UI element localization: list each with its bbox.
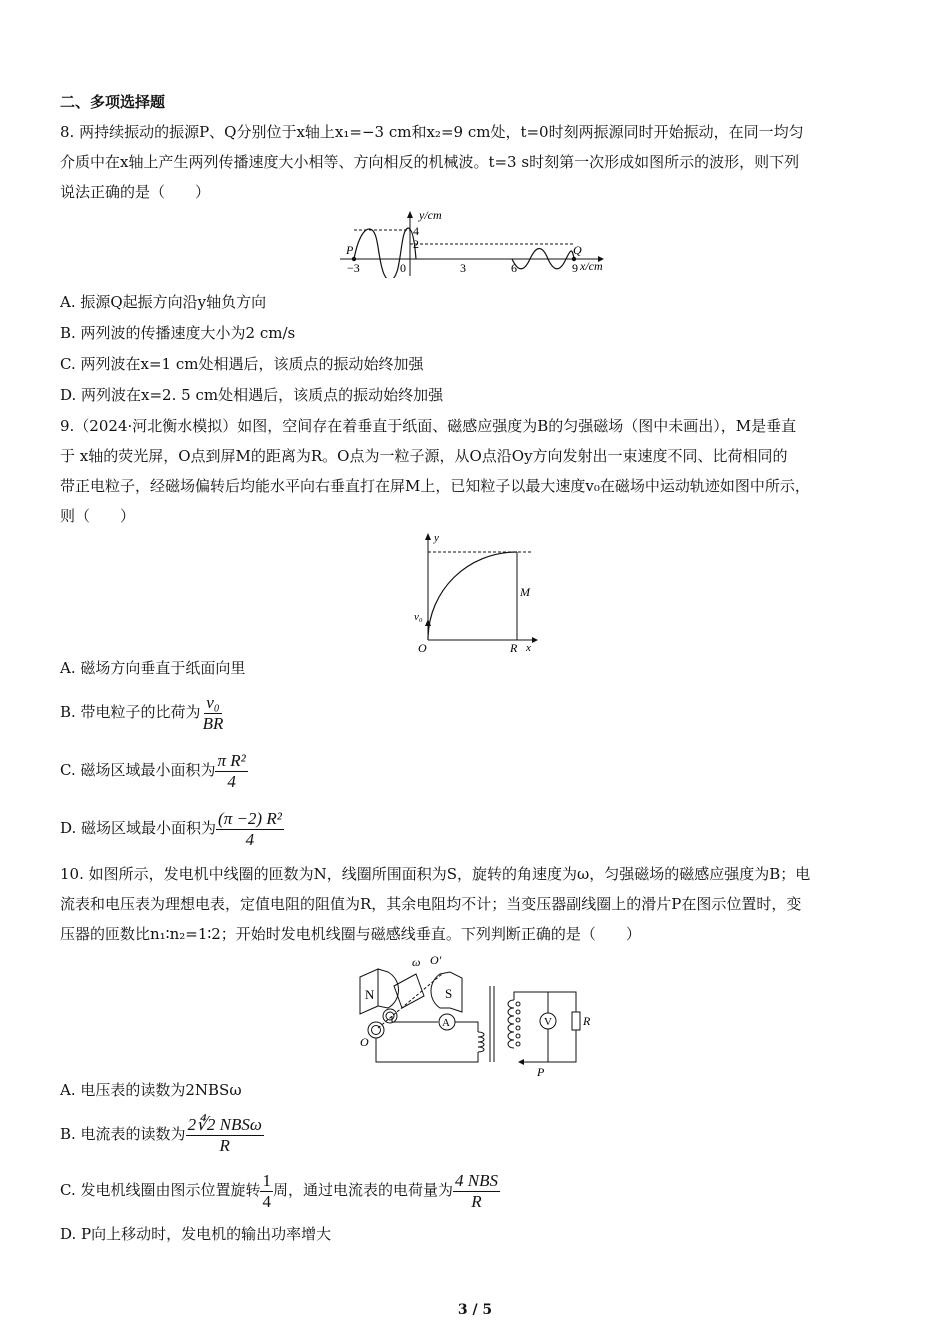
- q8-option-c: C. 两列波在x=1 cm处相遇后，该质点的振动始终加强: [60, 355, 424, 373]
- q10-option-b-fraction: [186, 1115, 264, 1156]
- q9-option-d-denominator: 4: [245, 829, 255, 849]
- q10-label-oprime: O′: [430, 953, 442, 967]
- q9-option-d: [60, 808, 284, 850]
- q9-label-r: R: [510, 641, 518, 655]
- q9-option-b-numerator: v₀: [206, 692, 220, 712]
- q10-stem-line3: 压器的匝数比n₁∶n₂=1∶2；开始时发电机线圈与磁感线垂直。下列判断正确的是（ ）: [60, 925, 641, 943]
- q8-y-tick-2: 2: [413, 237, 419, 251]
- q8-x-tick-0: 0: [400, 261, 406, 275]
- q9-label-o: O: [418, 641, 427, 655]
- q8-x-tick-6: 6: [511, 261, 517, 275]
- page-number: 3 / 5: [457, 1302, 493, 1318]
- q8-wave-figure: [336, 206, 626, 278]
- q10-option-c-fraction1-numerator: 1: [262, 1170, 271, 1190]
- q9-option-b-text: B. 带电粒子的比荷为: [60, 703, 201, 721]
- q9-option-d-text: D. 磁场区域最小面积为: [60, 819, 217, 837]
- q8-option-a: A. 振源Q起振方向沿y轴负方向: [60, 293, 267, 311]
- q10-option-c-text1: C. 发电机线圈由图示位置旋转: [60, 1181, 261, 1199]
- q10-label-p: P: [537, 1065, 545, 1079]
- q9-option-c-denominator: 4: [227, 771, 236, 791]
- q10-option-d: D. P向上移动时，发电机的输出功率增大: [60, 1225, 332, 1243]
- q10-option-c-fraction1: [260, 1171, 273, 1212]
- q10-label-omega: ω: [412, 955, 421, 969]
- q8-stem-line1: 8. 两持续振动的振源P、Q分别位于x轴上x₁=−3 cm和x₂=9 cm处，t=0时刻两振源同时开始振动，在同一均匀: [60, 123, 804, 141]
- q9-trajectory-figure: [408, 530, 540, 658]
- q8-x-tick-3: 3: [460, 261, 466, 275]
- q9-option-c-numerator: π R²: [217, 750, 246, 770]
- q9-option-d-fraction: [216, 809, 284, 850]
- q9-option-d-numerator: (π −2) R²: [218, 808, 282, 828]
- q9-option-b-denominator: BR: [202, 713, 224, 733]
- q9-option-b: [60, 692, 225, 734]
- q9-option-c-fraction: [215, 751, 247, 792]
- q9-label-v0: v₀: [414, 611, 423, 623]
- q9-stem-line1: 9.（2024·河北衡水模拟）如图，空间存在着垂直于纸面、磁感应强度为B的匀强磁场（图中未画出），M是垂直: [60, 417, 797, 435]
- q10-label-s: S: [445, 986, 453, 1001]
- q10-option-c-text2: 周，通过电流表的电荷量为: [272, 1181, 453, 1199]
- q10-stem-line1: 10. 如图所示，发电机中线圈的匝数为N，线圈所围面积为S，旋转的角速度为ω，匀强磁场的磁感应强度为B；电: [60, 865, 811, 883]
- q8-option-b: B. 两列波的传播速度大小为2 cm/s: [60, 324, 296, 342]
- q8-stem-line2: 介质中在x轴上产生两列传播速度大小相等、方向相反的机械波。t=3 s时刻第一次形成如图所示的波形，则下列: [60, 153, 800, 171]
- q9-option-c: [60, 750, 248, 792]
- q8-x-tick-m3: −3: [347, 261, 360, 275]
- q9-label-x: x: [526, 642, 531, 654]
- q10-option-c-fraction2: [453, 1171, 500, 1212]
- q8-option-d: D. 两列波在x=2. 5 cm处相遇后，该质点的振动始终加强: [60, 386, 444, 404]
- q9-option-a: A. 磁场方向垂直于纸面向里: [60, 659, 246, 677]
- q8-x-label: x/cm: [580, 259, 603, 273]
- q9-label-m: M: [520, 585, 530, 599]
- q10-option-c-fraction1-denominator: 4: [262, 1191, 271, 1211]
- q10-option-c-fraction2-numerator: 4 NBS: [455, 1170, 498, 1190]
- q10-label-o: O: [360, 1035, 369, 1049]
- q8-x-tick-9: 9: [572, 261, 578, 275]
- q10-stem-line2: 流表和电压表为理想电表，定值电阻的阻值为R，其余电阻均不计；当变压器副线圈上的滑片P在图示位置时，变: [60, 895, 802, 913]
- q10-label-v: V: [544, 1016, 552, 1028]
- q10-option-c: [60, 1170, 500, 1212]
- q9-label-y: y: [434, 532, 439, 544]
- q8-label-p: P: [346, 243, 354, 257]
- q8-y-tick-4: 4: [413, 224, 419, 238]
- q9-stem-line3: 带正电粒子，经磁场偏转后均能水平向右垂直打在屏M上，已知粒子以最大速度v₀在磁场中运动轨迹如图中所示，: [60, 477, 810, 495]
- q9-stem-line2: 于 x轴的荧光屏，O点到屏M的距离为R。O点为一粒子源，从O点沿Oy方向发射出一束速度不同、比荷相同的: [60, 447, 788, 465]
- q10-option-b: [60, 1114, 264, 1156]
- q10-label-n: N: [365, 987, 375, 1002]
- section-title: 二、多项选择题: [60, 93, 166, 111]
- q10-option-a: A. 电压表的读数为2NBSω: [60, 1081, 242, 1099]
- q9-stem-line4: 则（ ）: [60, 507, 136, 525]
- q10-generator-figure: [354, 952, 594, 1080]
- q10-option-b-text: B. 电流表的读数为: [60, 1125, 186, 1143]
- q10-label-a: A: [442, 1017, 450, 1029]
- q8-stem-line3: 说法正确的是（ ）: [60, 183, 211, 201]
- q10-option-c-fraction2-denominator: R: [471, 1191, 482, 1211]
- q8-label-q: Q: [573, 243, 582, 257]
- q9-option-b-fraction: [201, 693, 226, 734]
- q10-option-b-numerator: 2∜2 NBSω: [187, 1114, 262, 1134]
- q9-option-c-text: C. 磁场区域最小面积为: [60, 761, 216, 779]
- q10-label-r: R: [583, 1014, 591, 1028]
- q8-y-label: y/cm: [419, 208, 442, 222]
- q10-option-b-denominator: R: [219, 1135, 230, 1155]
